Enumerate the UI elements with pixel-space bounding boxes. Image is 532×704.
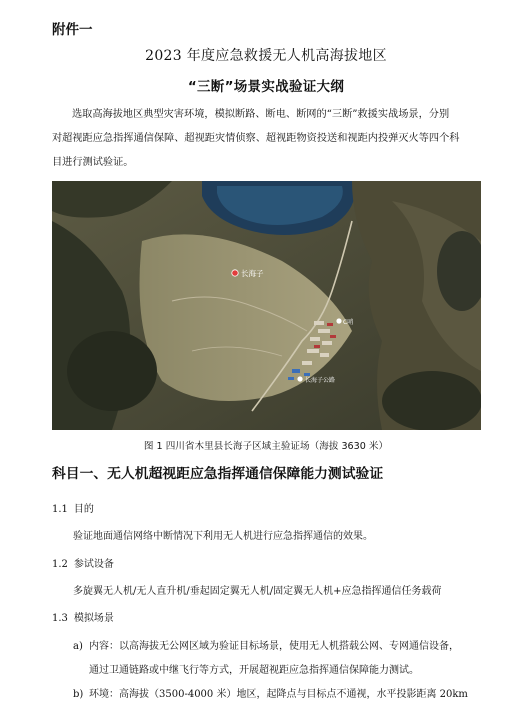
subsection-1-1-body: 验证地面通信网络中断情况下利用无人机进行应急指挥通信的效果。: [73, 531, 373, 542]
intro-line: 目进行测试验证。: [52, 157, 134, 168]
subsection-label: 模拟场景: [73, 613, 114, 624]
map-label-lake: 长海子: [241, 269, 264, 278]
list-text: 环境：高海拔（3500-4000 米）地区，起降点与目标点不通视，水平投影距离 20km: [89, 689, 468, 700]
intro-line: 选取高海拔地区典型灾害环境，模拟断路、断电、断网的“三断”救援实战场景，分别: [72, 109, 450, 120]
list-marker: b): [73, 689, 84, 700]
subsection-1-1: [52, 500, 94, 515]
subsection-label: 目的: [73, 504, 94, 515]
subsection-1-3: [52, 609, 114, 624]
list-marker: a): [73, 641, 83, 652]
intro-line: 对超视距应急指挥通信保障、超视距灾情侦察、超视距物资投送和视距内投弹灭火等四个科: [52, 133, 460, 144]
section1-title: 科目一、无人机超视距应急指挥通信保障能力测试验证: [52, 466, 384, 482]
attachment-label: 附件一: [52, 22, 93, 38]
subsection-number: 1.3: [52, 613, 68, 624]
map-label-site-a: C哨: [343, 319, 354, 326]
satellite-image: [52, 181, 481, 430]
list-item-b: [73, 685, 468, 700]
subsection-number: 1.2: [52, 559, 68, 570]
satellite-map-illustration: [52, 181, 481, 430]
figure-caption: 图 1 四川省木里县长海子区域主验证场（海拔 3630 米）: [143, 441, 389, 452]
subsection-1-2: [52, 555, 114, 570]
list-item-a-continuation: 通过卫通链路或中继飞行等方式，开展超视距应急指挥通信保障能力测试。: [89, 665, 419, 676]
intro-paragraph: [52, 103, 482, 175]
list-item-a: [73, 637, 459, 652]
list-text: 内容：以高海拔无公网区域为验证目标场景，使用无人机搭载公网、专网通信设备，: [89, 641, 459, 652]
document-title-line2: “三断”场景实战验证大纲: [187, 79, 345, 95]
document-title-line1: 2023 年度应急救援无人机高海拔地区: [145, 48, 387, 64]
subsection-label: 参试设备: [73, 559, 114, 570]
map-label-site-b: 长海子公路: [305, 377, 336, 384]
subsection-1-2-body: 多旋翼无人机/无人直升机/垂起固定翼无人机/固定翼无人机+应急指挥通信任务载荷: [73, 586, 442, 597]
subsection-number: 1.1: [52, 504, 68, 515]
